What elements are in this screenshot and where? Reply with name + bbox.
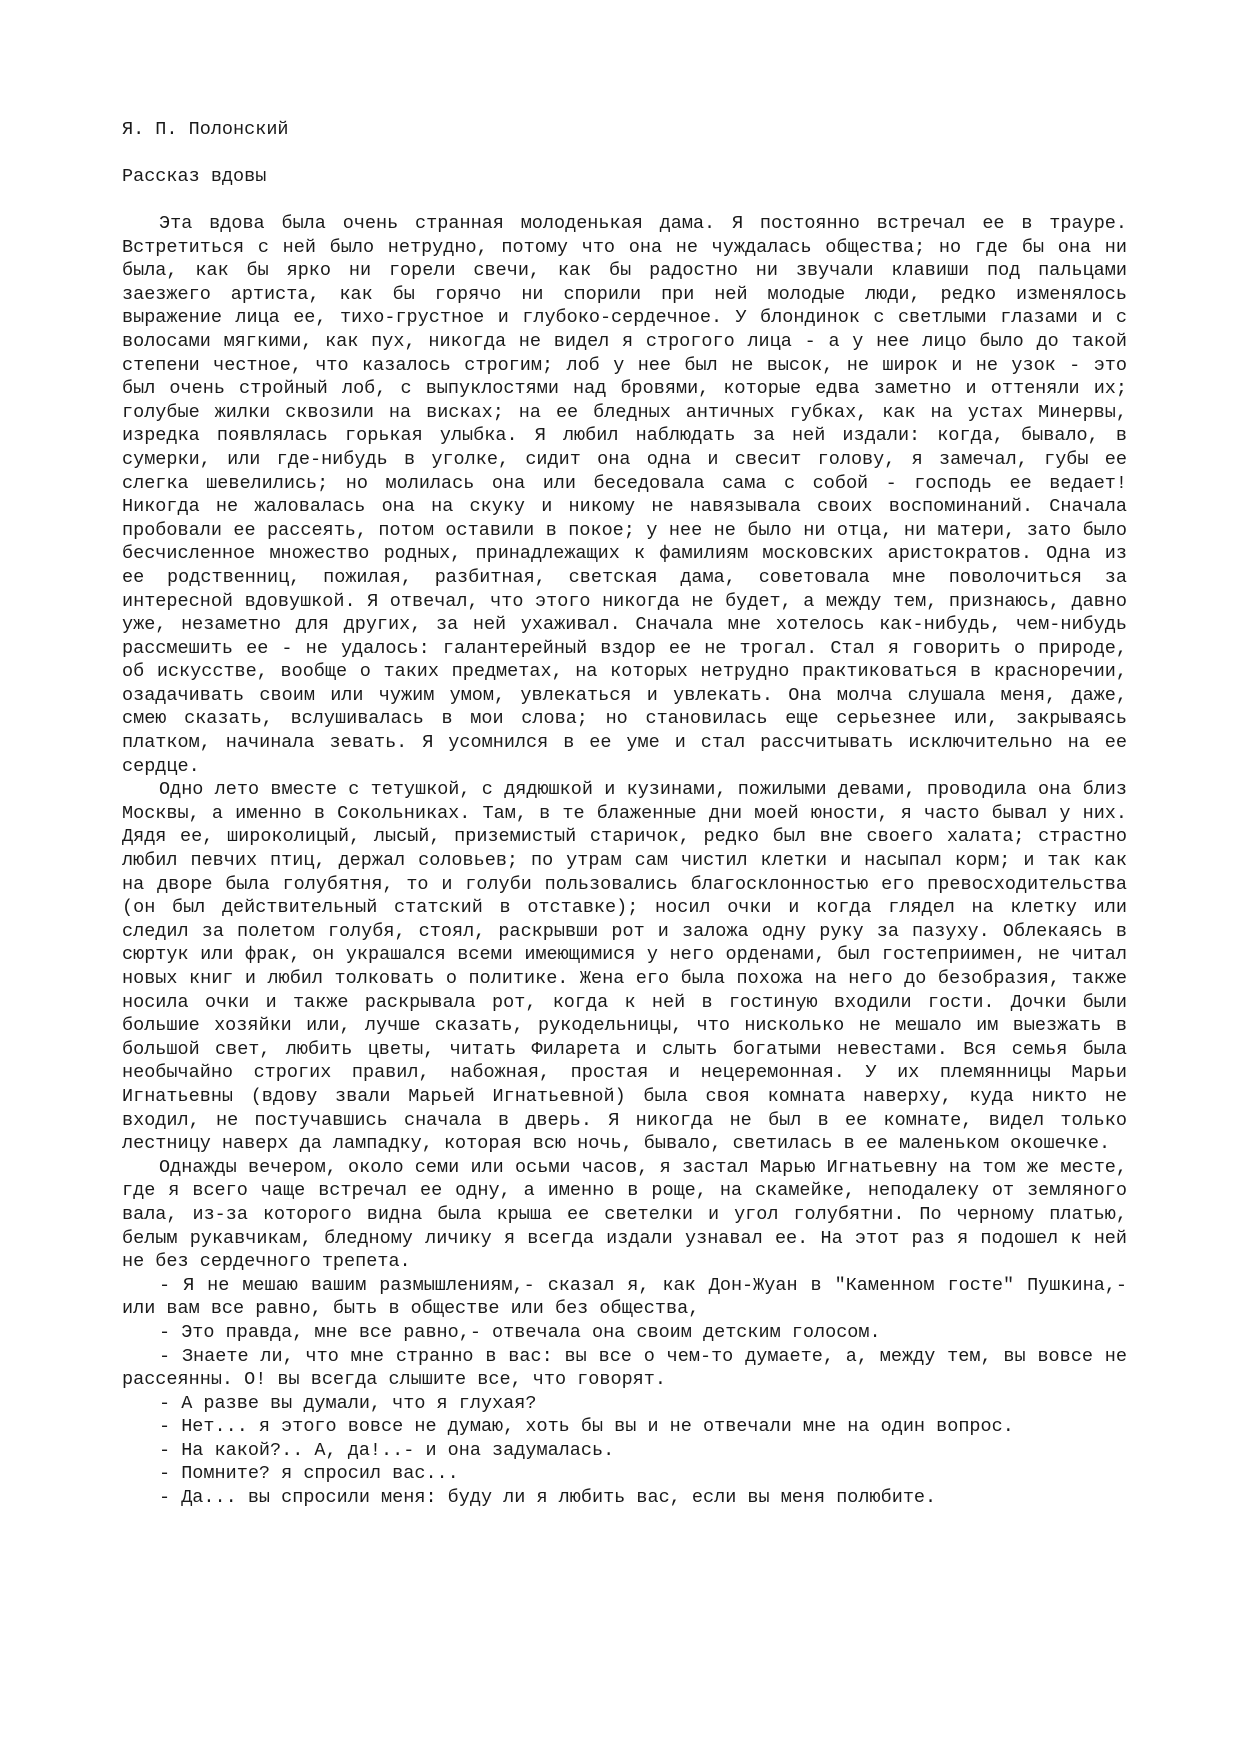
paragraph: - Знаете ли, что мне странно в вас: вы все о чем-то думаете, а, между тем, вы вовсе не рассеянны. О! вы всегда слышите все, что говорят. xyxy=(122,1345,1127,1391)
paragraph: Одно лето вместе с тетушкой, с дядюшкой и кузинами, пожилыми девами, проводила она близ Москвы, а именно в Сокольниках. Там, в те блаженные дни моей юности, я часто бывал у них. Дядя ее, широколицый, лысый, приземистый старичок, редко был вне своего халата; страстно любил певчих птиц, держал соловьев; по утрам сам чистил клетки и насыпал корм; и так как на дворе была голубятня, то и голуби пользовались благосклонностью его превосходительства (он был действительный статский в отставке); носил очки и когда глядел на клетку или следил за полетом голубя, стоял, раскрывши рот и заложа одну руку за пазуху. Облекаясь в сюртук или фрак, он украшался всеми имеющимися у него орденами, был гостеприимен, не читал новых книг и любил толковать о политике. Жена его была похожа на него до безобразия, также носила очки и также раскрывала рот, когда к ней в гостиную входили гости. Дочки были большие хозяйки или, лучше сказать, рукодельницы, что нисколько не мешало им выезжать в большой свет, любить цветы, читать Филарета и слыть богатыми невестами. Вся семья была необычайно строгих правил, набожная, простая и нецеремонная. У их племянницы Марьи Игнатьевны (вдову звали Марьей Игнатьевной) была своя комната наверху, куда никто не входил, не постучавшись сначала в дверь. Я никогда не был в ее комнате, видел только лестницу наверх да лампадку, которая всю ночь, бывало, светилась в ее маленьком окошечке. xyxy=(122,779,1127,1155)
dialogue-line: - Это правда, мне все равно,- отвечала она своим детским голосом. xyxy=(159,1321,881,1343)
story-title: Рассказ вдовы xyxy=(122,166,267,187)
dialogue-line: - Да... вы спросили меня: буду ли я любить вас, если вы меня полюбите. xyxy=(159,1487,937,1509)
paragraph: Однажды вечером, около семи или осьми часов, я застал Марью Игнатьевну на том же месте, где я всего чаще встречал ее одну, а именно в роще, на скамейке, неподалеку от земляного вала, из-за которого видна была крыша ее светелки и угол голубятни. По черному платью, белым рукавчикам, бледному личику я всегда издали узнавал ее. На этот раз я подошел к ней не без сердечного трепета. xyxy=(122,1156,1127,1273)
paragraph: Эта вдова была очень странная молоденькая дама. Я постоянно встречал ее в трауре. Встретиться с ней было нетрудно, потому что она не чуждалась общества; но где бы она ни была, как бы ярко ни горели свечи, как бы радостно ни звучали клавиши под пальцами заезжего артиста, как бы горячо ни спорили при ней молодые люди, редко изменялось выражение лица ее, тихо-грустное и глубоко-сердечное. У блондинок с светлыми глазами и с волосами мягкими, как пух, никогда не видел я строгого лица - а у нее лицо было до такой степени честное, что казалось строгим; лоб у нее был не высок, не широк и не узок - это был очень стройный лоб, с выпуклостями над бровями, которые едва заметно и оттеняли их; голубые жилки сквозили на висках; на ее бледных античных губках, как на устах Минервы, изредка появлялась горькая улыбка. Я любил наблюдать за ней издали: когда, бывало, в сумерки, или где-нибудь в уголке, сидит она одна и свесит голову, я замечал, губы ее слегка шевелились; но молилась она или беседовала сама с собой - господь ее ведает! Никогда не жаловалась она на скуку и никому не навязывала своих воспоминаний. Сначала пробовали ее рассеять, потом оставили в покое; у нее не было ни отца, ни матери, зато было бесчисленное множество родных, принадлежащих к фамилиям московских аристократов. Одна из ее родственниц, пожилая, разбитная, светская дама, советовала мне поволочиться за интересной вдовушкой. Я отвечал, что этого никогда не будет, а между тем, признаюсь, давно уже, незаметно для других, за ней ухаживал. Сначала мне хотелось как-нибудь, чем-нибудь рассмешить ее - не удалось: галантерейный вздор ее не трогал. Стал я говорить о природе, об искусстве, вообще о таких предметах, на которых нетрудно практиковаться в красноречии, озадачивать своим или чужим умом, увлекаться и увлекать. Она молча слушала меня, даже, смею сказать, вслушивалась в мои слова; но становилась еще серьезнее или, закрываясь платком, начинала зевать. Я усомнился в ее уме и стал рассчитывать исключительно на ее сердце. xyxy=(122,213,1127,777)
dialogue-line: - На какой?.. А, да!..- и она задумалась. xyxy=(159,1439,615,1461)
story-body xyxy=(122,212,1127,1510)
dialogue-line: - Помните? я спросил вас... xyxy=(159,1463,459,1485)
dialogue-line: - Нет... я этого вовсе не думаю, хоть бы вы и не отвечали мне на один вопрос. xyxy=(159,1416,1014,1438)
author-line: Я. П. Полонский xyxy=(122,119,289,140)
dialogue-line: - А разве вы думали, что я глухая? xyxy=(159,1392,537,1414)
paragraph: - Я не мешаю вашим размышлениям,- сказал я, как Дон-Жуан в "Каменном госте" Пушкина,- или вам все равно, быть в обществе или без общества, xyxy=(122,1274,1127,1320)
